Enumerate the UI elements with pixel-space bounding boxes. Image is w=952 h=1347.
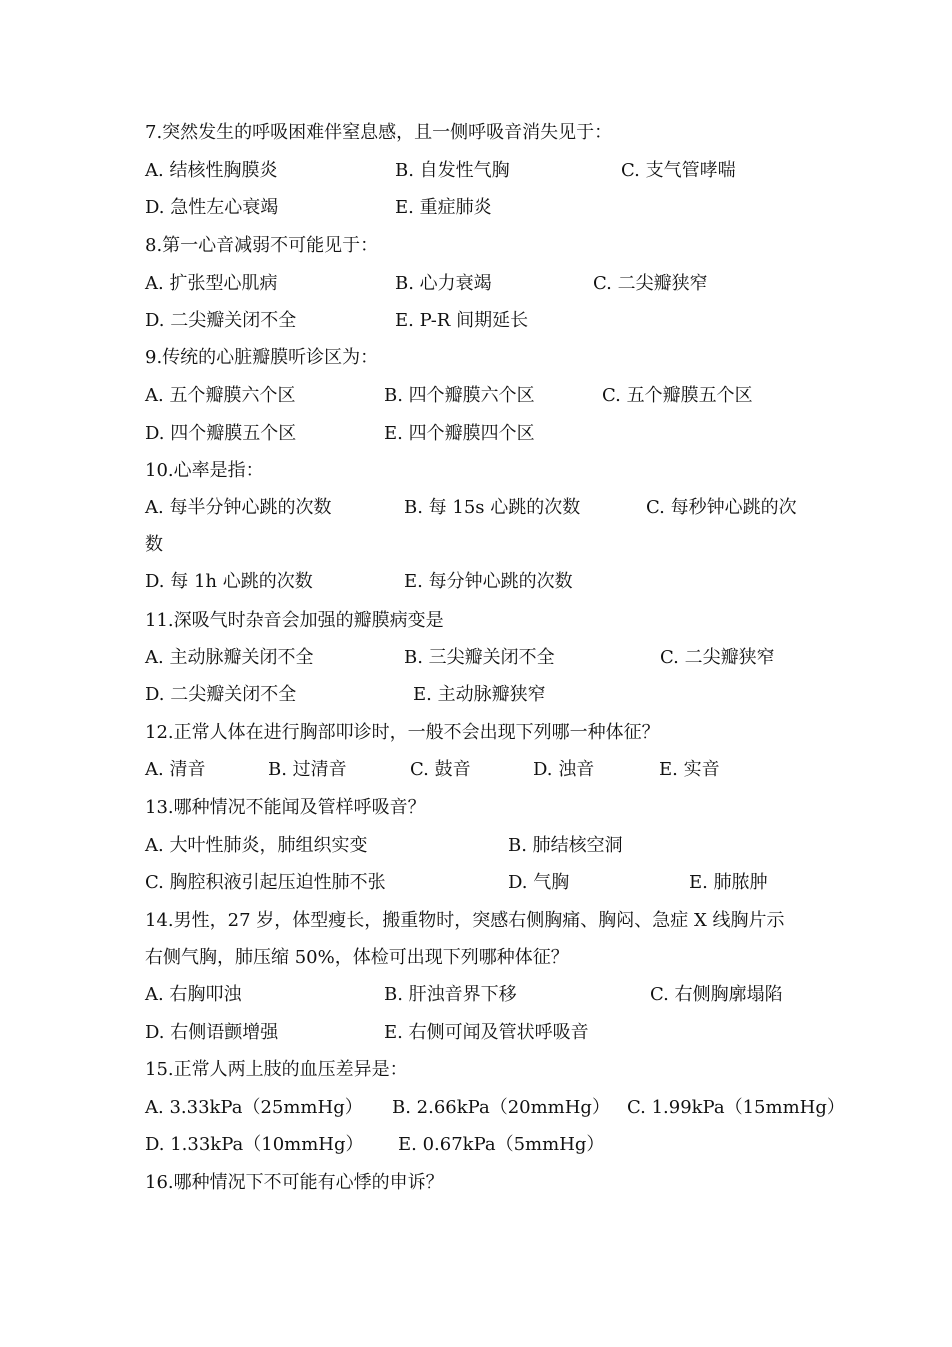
option-b: B. 2.66kPa（20mmHg）	[392, 1097, 610, 1118]
option-d: D. 气胸	[508, 872, 570, 893]
option-e: E. 0.67kPa（5mmHg）	[398, 1134, 605, 1155]
option-c: C. 支气管哮喘	[621, 160, 736, 181]
question-16-stem: 16.哪种情况下不可能有心悸的申诉？	[145, 1172, 444, 1193]
option-c: C. 每秒钟心跳的次	[646, 497, 797, 518]
question-14-stem: 14.男性，27 岁，体型瘦长，搬重物时，突感右侧胸痛、胸闷、急症 X 线胸片示	[145, 910, 785, 931]
option-c: C. 鼓音	[410, 759, 471, 780]
option-c: C. 二尖瓣狭窄	[593, 273, 708, 294]
option-d: D. 二尖瓣关闭不全	[145, 310, 297, 331]
option-e: E. 实音	[659, 759, 720, 780]
question-11-stem: 11.深吸气时杂音会加强的瓣膜病变是	[145, 610, 444, 631]
option-a: A. 每半分钟心跳的次数	[145, 497, 332, 518]
option-e: E. 主动脉瓣狭窄	[413, 684, 546, 705]
option-a: A. 结核性胸膜炎	[145, 160, 278, 181]
option-b: B. 肺结核空洞	[508, 835, 623, 856]
option-e: E. 右侧可闻及管状呼吸音	[384, 1022, 589, 1043]
option-a: A. 右胸叩浊	[145, 984, 242, 1005]
option-a: A. 五个瓣膜六个区	[145, 385, 296, 406]
question-8-stem: 8.第一心音减弱不可能见于：	[145, 235, 379, 256]
question-15-stem: 15.正常人两上肢的血压差异是：	[145, 1059, 408, 1080]
option-c: C. 胸腔积液引起压迫性肺不张	[145, 872, 386, 893]
option-a: A. 3.33kPa（25mmHg）	[145, 1097, 363, 1118]
option-e: E. P-R 间期延长	[395, 310, 529, 331]
option-d: D. 四个瓣膜五个区	[145, 423, 297, 444]
option-d: D. 二尖瓣关闭不全	[145, 684, 297, 705]
option-c: C. 右侧胸廓塌陷	[650, 984, 783, 1005]
question-13-stem: 13.哪种情况不能闻及管样呼吸音？	[145, 797, 426, 818]
option-e: E. 四个瓣膜四个区	[384, 423, 535, 444]
option-d: D. 1.33kPa（10mmHg）	[145, 1134, 364, 1155]
option-d: D. 浊音	[533, 759, 595, 780]
option-e: E. 肺脓肿	[689, 872, 768, 893]
question-9-stem: 9.传统的心脏瓣膜听诊区为：	[145, 347, 379, 368]
option-e: E. 重症肺炎	[395, 197, 492, 218]
option-c: C. 五个瓣膜五个区	[602, 385, 753, 406]
option-b: B. 肝浊音界下移	[384, 984, 517, 1005]
question-12-stem: 12.正常人体在进行胸部叩诊时，一般不会出现下列哪一种体征？	[145, 722, 660, 743]
option-b: B. 自发性气胸	[395, 160, 510, 181]
option-d: D. 每 1h 心跳的次数	[145, 571, 313, 592]
option-b: B. 心力衰竭	[395, 273, 492, 294]
option-b: B. 四个瓣膜六个区	[384, 385, 535, 406]
option-d: D. 急性左心衰竭	[145, 197, 279, 218]
question-10-options-wrap: 数	[145, 534, 163, 555]
question-14-stem-continued: 右侧气胸，肺压缩 50%，体检可出现下列哪种体征？	[145, 947, 569, 968]
option-b: B. 每 15s 心跳的次数	[404, 497, 581, 518]
option-c: C. 1.99kPa（15mmHg）	[627, 1097, 845, 1118]
option-a: A. 清音	[145, 759, 206, 780]
option-a: A. 大叶性肺炎，肺组织实变	[145, 835, 368, 856]
option-b: B. 过清音	[268, 759, 347, 780]
option-d: D. 右侧语颤增强	[145, 1022, 279, 1043]
option-a: A. 扩张型心肌病	[145, 273, 278, 294]
option-a: A. 主动脉瓣关闭不全	[145, 647, 314, 668]
option-e: E. 每分钟心跳的次数	[404, 571, 573, 592]
option-b: B. 三尖瓣关闭不全	[404, 647, 555, 668]
question-7-stem: 7.突然发生的呼吸困难伴窒息感，且一侧呼吸音消失见于：	[145, 122, 613, 143]
option-c: C. 二尖瓣狭窄	[660, 647, 775, 668]
question-10-stem: 10.心率是指：	[145, 460, 264, 481]
